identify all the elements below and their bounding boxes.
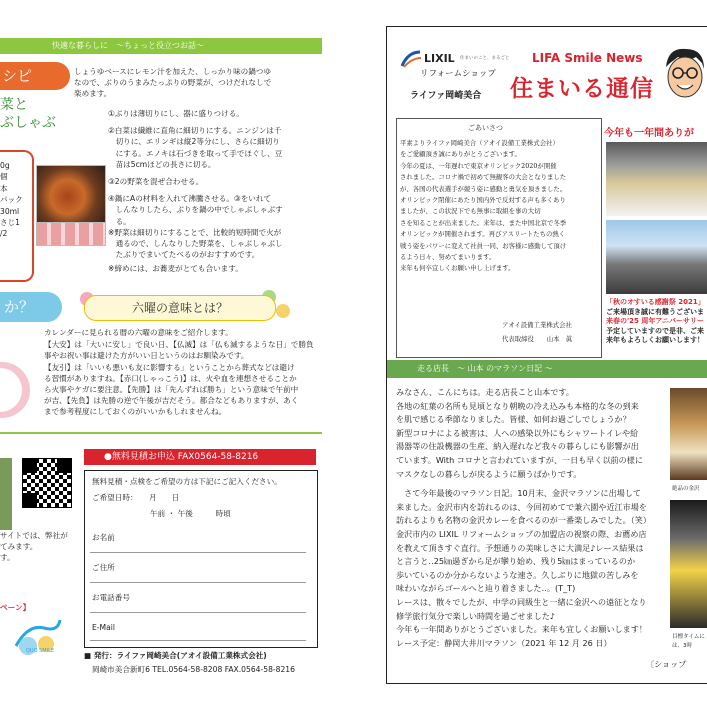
tips-header-text: 快適な暮らしに ～ちょっと役立つお話～ [52, 41, 204, 50]
address-field[interactable] [90, 582, 306, 583]
ingredient-item: 30ml [0, 206, 20, 216]
lixil-tagline: 住まいのこと、まるごと [460, 56, 510, 61]
recipe-step: ④鍋にAの材料を入れて沸騰させる。③をいれて [108, 194, 272, 204]
recipe-step: しんなりしたら、ぶりを鍋の中でしゃぶしゃぶす [108, 205, 283, 215]
section-divider [0, 432, 322, 434]
marathon-line: ています。With コロナと言われていますが、一日も早く以前の様に [396, 454, 643, 465]
event-caption-line: 来年もよろしくお願いします！ [606, 336, 704, 345]
marathon-line: 訪れるよりも名物の金沢カレーを食べるのが一番楽しみでした。（笑） [396, 515, 651, 526]
smile-news-label: LIFA Smile News [532, 51, 643, 65]
rokuyo-line: ら火事やケガに要注意。【先勝】は「先んずれば勝ち」という意味で午前中 [44, 385, 299, 395]
photo-caption: 絶品の金沢 [672, 486, 700, 492]
store-name: ライファ岡崎美合 [410, 91, 482, 101]
shop-sign-off: 〔ショップ [646, 659, 687, 669]
left-page [0, 0, 322, 707]
phone-field[interactable] [90, 612, 306, 613]
rokuyo-title: 六曜の意味とは？ [84, 295, 276, 321]
recipe-intro-line: 楽めます。 [74, 89, 112, 99]
publisher-address: 岡崎市美合新町6 TEL.0564-58-8208 FAX.0564-58-8216 [92, 665, 295, 674]
site-notice [0, 530, 80, 564]
recipe-step: 切りに、エリンギは縦2等分にし、さらに細切り [108, 137, 280, 147]
ingredient-item: パック [0, 195, 23, 205]
marathon-line: 修学旅行気分で楽しい時間を過ごせました♪ [396, 610, 555, 621]
name-field-label: お名前 [92, 533, 115, 542]
site-notice-line: てみます。 [0, 542, 38, 552]
marathon-line: マスクなしの暮らしが戻るように願うばかりです。 [396, 468, 582, 479]
recipe-title-line-2: ぶしゃぶ [0, 115, 56, 131]
marathon-line: 来ました。金沢市内を訪れるのは、今回初めてで兼六園や近江市場を [396, 501, 647, 512]
greeting-line: をご愛顧頂き誠にありがとうございます。 [400, 150, 521, 159]
greeting-line: さを知ることが出来ました。来年は、また中国北京で冬季 [400, 218, 567, 227]
quo-card-label: QUO SMILE [26, 648, 55, 654]
recipe-step: ③2の野菜を混ぜ合わせる。 [108, 177, 204, 187]
ingredients-list [0, 160, 30, 240]
time-options[interactable]: 午前 ・ 午後 時頃 [150, 509, 231, 518]
email-field-label: E-Mail [92, 623, 115, 632]
photo-caption: は、3時 [672, 643, 692, 649]
date-field-label[interactable]: ご希望日時： 月 日 [92, 493, 180, 502]
event-caption-line: 予定していますので是非、ご来 [606, 326, 704, 335]
email-field[interactable] [90, 640, 306, 641]
recipe-step: ※締めには、お蕎麦がとても合います。 [108, 264, 243, 274]
lixil-swoosh-icon [400, 50, 422, 68]
marathon-line: レースは、散々でしたが、中学の同級生と一緒に金沢への遠征となり [396, 596, 647, 607]
event-caption-line: 「秋のオすいる感謝祭 2021」 [606, 298, 705, 306]
recipe-tab [0, 62, 70, 90]
name-field[interactable] [90, 552, 306, 553]
representative: 代表取締役 山本 眞 [502, 335, 573, 343]
marathon-line: 味わいながらゴールへと辿り着きました‥。(T_T) [396, 583, 576, 594]
recipe-step: ②白菜は繊維に直角に細切りにする。ニンジンは千 [108, 126, 282, 136]
campaign-label: ペーン】 [0, 603, 31, 612]
marathon-line: 各地の紅葉の名所も見頃となり朝晩の冷え込みも本格的な冬の到来 [396, 400, 639, 411]
rokuyo-line: 事やお祝い事は避けた方がいい日というのはお馴染みです。 [44, 351, 249, 361]
company-name: アオイ設備工業株式会社 [502, 321, 572, 329]
recipe-step: 苗は5cmほどの長さに切る。 [108, 159, 216, 169]
newsletter-title: 住まいる通信 [510, 76, 654, 102]
ingredient-item: さじ1 [0, 218, 21, 228]
deco-dot [276, 304, 290, 318]
marathon-line: 金沢市内の LIXIL リフォームショップの加盟店の視察の際、お薦め店 [396, 528, 647, 539]
recipe-intro [74, 66, 318, 100]
marathon-line: 歩いているのか分からないような速さ。久しぶりに地獄の苦しみを [396, 569, 639, 580]
marathon-line: と言うと‥25㎞過ぎから足が攣り始め、残り5㎞はまっているのか [396, 556, 636, 567]
event-caption-line: 来春の'25 周年アニバーサリー [606, 317, 704, 326]
rokuyo-line: 【友引】は「いいも悪いも友に影響する」ということから葬式などは避け [44, 362, 295, 372]
marathon-line: 今年も一年間ありがとうございました。来年も宜しくお願いします！ [396, 624, 647, 635]
greeting-body [400, 138, 598, 275]
marathon-header-text: 走る店長 ～ 山本 のマラソン日記 ～ [417, 364, 553, 373]
greeting-line: ましたが、この状況下でも無事に取組を事の大切 [400, 207, 541, 216]
marathon-runner-photo [670, 500, 707, 628]
recipe-step: る。 [108, 216, 131, 226]
rokuyo-line: が吉、【先負】は先勝の逆で午後が吉だそう。都合などもありますが、あく [44, 396, 299, 406]
marathon-diary-body [396, 386, 668, 650]
marathon-line: を肌で感じる季節なりました。皆様、如何お過ごしでしょうか？ [396, 414, 631, 425]
faq-tab-label: か？ [4, 298, 35, 316]
qr-code-icon[interactable] [22, 458, 72, 508]
faq-tab [0, 292, 62, 322]
marathon-line: レース予定：静岡大井川マラソン（2021 年 12 月 26 日） [396, 637, 612, 648]
estimate-header-text: ●無料見積お申込 FAX0564-58-8216 [104, 452, 259, 462]
showroom-photo [606, 142, 707, 216]
marathon-line: みなさん、こんにちは。走る店長こと山本です。 [396, 387, 574, 397]
marathon-line: 新型コロナによる被害は、人への感染以外にもシャワートイレや給 [396, 427, 639, 438]
rokuyo-line: 【大安】は「大いに安し」で良い日、【仏滅】は「仏も滅するような日」で勝負 [44, 340, 314, 350]
estimate-instruction: 無料見積・点検をご希望の方は下記にご記入ください。 [92, 477, 282, 486]
ingredient-item: 個 [0, 172, 8, 182]
recipe-step: 通るので、しんなりした野菜を、しゃぶしゃぶし [108, 239, 283, 249]
recipe-step: ①ぶりは薄切りにし、器に盛りつける。 [108, 109, 244, 118]
event-caption [606, 298, 707, 346]
greeting-line: 来年も何卒宜しくお願い申し上げます。 [400, 264, 515, 273]
greeting-line: 戦う姿をパワーに変えて社員一同、お客様に感動して頂け [400, 241, 567, 250]
estimate-header [84, 449, 316, 465]
greeting-line: るよう日々、努めてまいります。 [400, 253, 496, 262]
ingredient-item: /2 [0, 229, 8, 239]
address-field-label: ご住所 [92, 563, 115, 572]
reform-shop-label: リフォームショップ [420, 69, 496, 79]
publisher: ■ 発行：ライファ岡崎美合(アオイ設備工業株式会社) [84, 651, 267, 660]
recipe-title-line-1: 菜と [0, 97, 28, 113]
greeting-line: 平素よりライファ岡崎美合（アオイ設備工業株式会社） [400, 139, 559, 147]
ingredient-item: 本 [0, 183, 8, 193]
phone-field-label: お電話番号 [92, 593, 130, 602]
event-caption-line: ご来場頂き誠に有難うございま [606, 307, 704, 316]
marathon-line: さて今年最後のマラソン日記。10月末、金沢マラソンに出場して [396, 488, 642, 499]
shop-photo [0, 458, 12, 530]
hotpot-photo [36, 165, 106, 223]
recipe-steps [108, 108, 320, 275]
recipe-step: たぶりでまいてたべるのがおすすめです。 [108, 250, 260, 260]
ingredient-item: 0g [0, 161, 10, 170]
rokuyo-text [44, 327, 320, 418]
marathon-line: 湯器等の住設機器の生産、納入遅れなど我々の暮らしにも影響が出 [396, 441, 639, 452]
rokuyo-line: カレンダーに見られる暦の六曜の意味をご紹介します。 [44, 328, 233, 337]
site-notice-line: サイトでは、弊社が [0, 531, 68, 540]
greeting-line: 今年の夏は、一年遅れで東京オリンピック2020が開催 [400, 161, 557, 170]
site-notice-line: す。 [0, 553, 15, 563]
recipe-step: ※野菜は細切りにすることで、比較的短時間で火が [108, 227, 282, 237]
rokuyo-line: る習慣がありますね。【赤口(しゃっこう)】は、火や血を連想させることか [44, 373, 297, 383]
greeting-title: ごあいさつ [468, 124, 503, 132]
rokuyo-line: まで参考程度にしておくのがいいかもしれませんね。 [44, 407, 227, 417]
recipe-step: にする。エノキは石づきを取って手でほぐし、豆 [108, 148, 283, 158]
greeting-line: されました。コロナ禍で初めて無観客の大会となりました [400, 173, 567, 182]
marathon-diary-header [387, 360, 707, 378]
recipe-tab-label: シピ [2, 67, 33, 85]
thanks-title: 今年も一年間ありが [604, 128, 694, 139]
lixil-logo: LIXIL [424, 52, 455, 65]
storefront-photo [606, 220, 707, 294]
tips-section-header [0, 38, 322, 54]
kanazawa-curry-photo [670, 388, 707, 480]
recipe-intro-line: しょうゆベースにレモン汁を加えた、しっかり味の鍋つゆ [74, 67, 272, 76]
buri-slices-photo [36, 222, 106, 246]
greeting-line: オリンピック閉催にあたり国内外で反対する声も多くあり [400, 196, 566, 205]
shop-manager-face-icon [662, 45, 706, 103]
greeting-line: オリンピックが開催されます。再びアスリートたちの熱く [400, 230, 566, 239]
recipe-intro-line: なので、ぶりのうまみたっぷりの野菜が、つけだれなしで [74, 78, 272, 88]
photo-caption: 目標タイムに [672, 634, 705, 640]
marathon-line: を教えて頂きすぐ直行。予想通りの美味しさに大満足♪レース結果は [396, 542, 644, 553]
greeting-line: が、各国の代表選手が競う姿に感動と勇気を頂きました。 [400, 184, 567, 193]
